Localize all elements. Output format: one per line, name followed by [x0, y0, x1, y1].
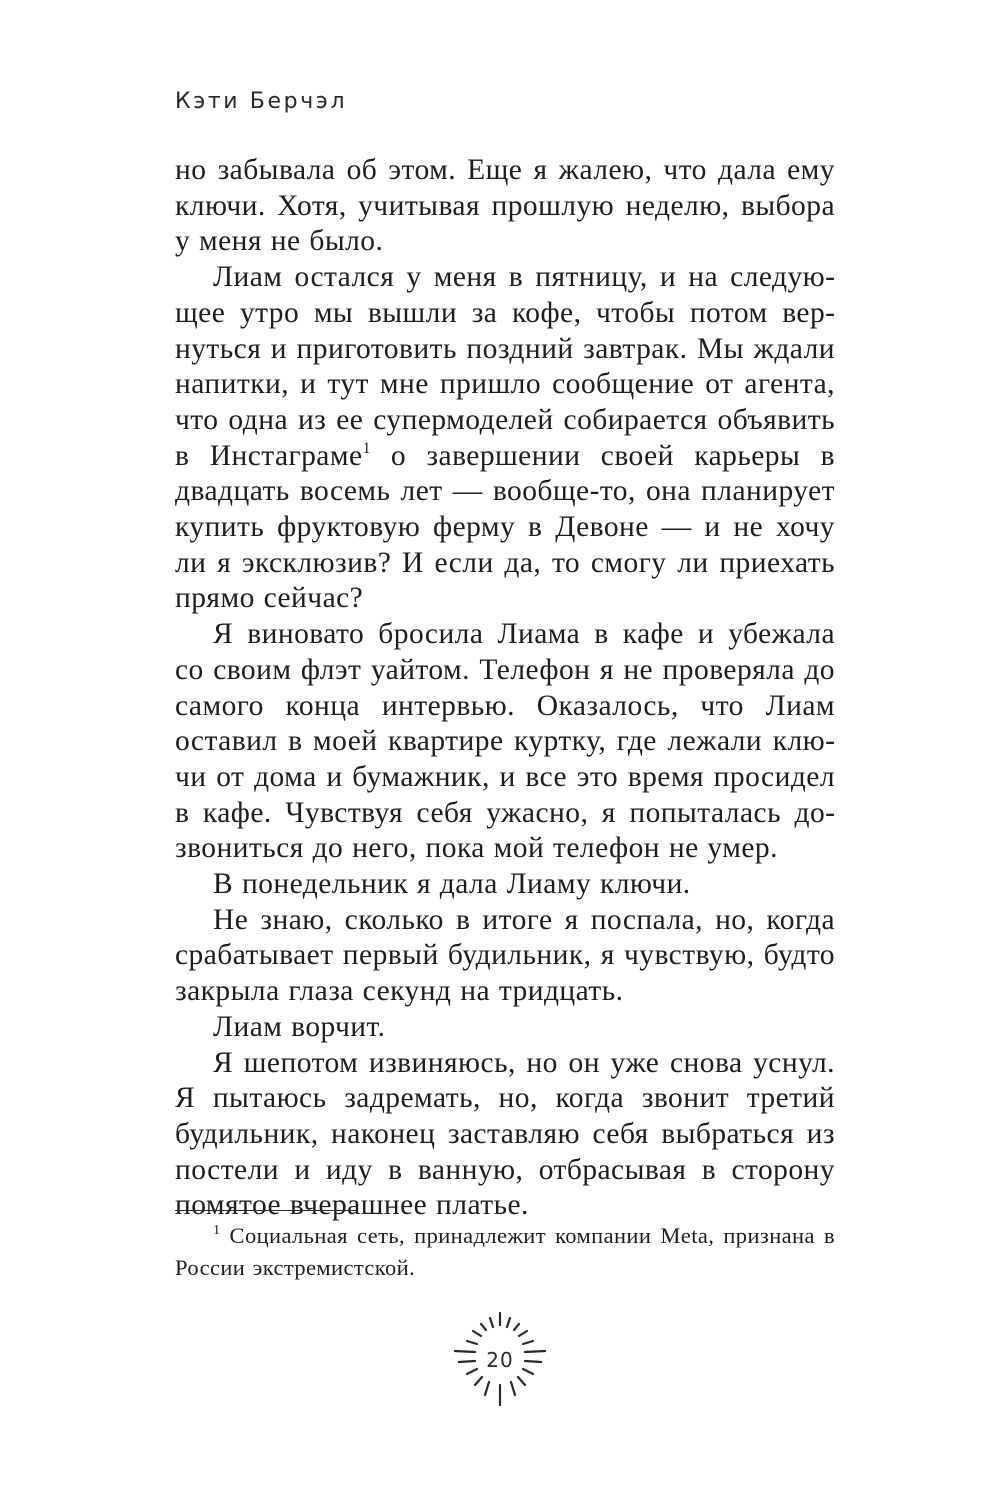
paragraph: [175, 260, 835, 617]
paragraph: Я виновато бросила Лиама в кафе и убежала со своим флэт уайтом. Телефон я не проверяла до самого конца интервью. Оказалось, что Лиам оставил в моей квартире куртку, где лежали ключи от дома и бумажник, и все это время просидел в кафе. Чувствуя себя ужасно, я попыталась дозвониться до него, пока мой телефон не умер.: [175, 618, 835, 865]
paragraph: Лиам ворчит.: [213, 1010, 386, 1043]
footnote-divider: [175, 1210, 357, 1211]
page-number: 20: [486, 1348, 514, 1372]
paragraph: В понедельник я дала Лиаму ключи.: [213, 868, 691, 901]
body-text: [175, 153, 835, 1224]
paragraph: Не знаю, сколько в итоге я поспала, но, когда срабатывает первый будильник, я чувствую, будто закрыла глаза секунд на тридцать.: [175, 903, 835, 1008]
running-header-author: Кэти Берчэл: [175, 89, 348, 114]
footnote: [175, 1220, 835, 1284]
paragraph: Я шепотом извиняюсь, но он уже снова уснул. Я пытаюсь задремать, но, когда звонит третий будильник, наконец заставляю себя выбраться из постели и иду в ванную, отбрасывая в сторону помятое вчерашнее платье.: [175, 1046, 835, 1222]
paragraph-text: Лиам остался у меня в пятницу, и на следующее утро мы вышли за кофе, чтобы потом вернуться и приготовить поздний завтрак. Мы ждали напитки, и тут мне пришло сообщение от агента, что одна из ее супермоделей собирается объявить в Инстаграме: [175, 261, 835, 472]
paragraph: но забывала об этом. Еще я жалею, что дала ему ключи. Хотя, учитывая прошлую неделю, выбора у меня не было.: [175, 154, 835, 258]
footnote-text: Социальная сеть, принадлежит компании Meta, признана в России экстремистской.: [175, 1223, 835, 1280]
footnote-reference[interactable]: 1: [362, 439, 371, 457]
paragraph-text: о завершении своей карьеры в двадцать восемь лет — вообще-то, она планирует купить фруктовую ферму в Девоне — и не хочу ли я эксклюзив? И если да, то смогу ли приехать прямо сейчас?: [175, 439, 835, 615]
page-number-ornament: [445, 1305, 555, 1415]
footnote-number: 1: [213, 1223, 221, 1238]
